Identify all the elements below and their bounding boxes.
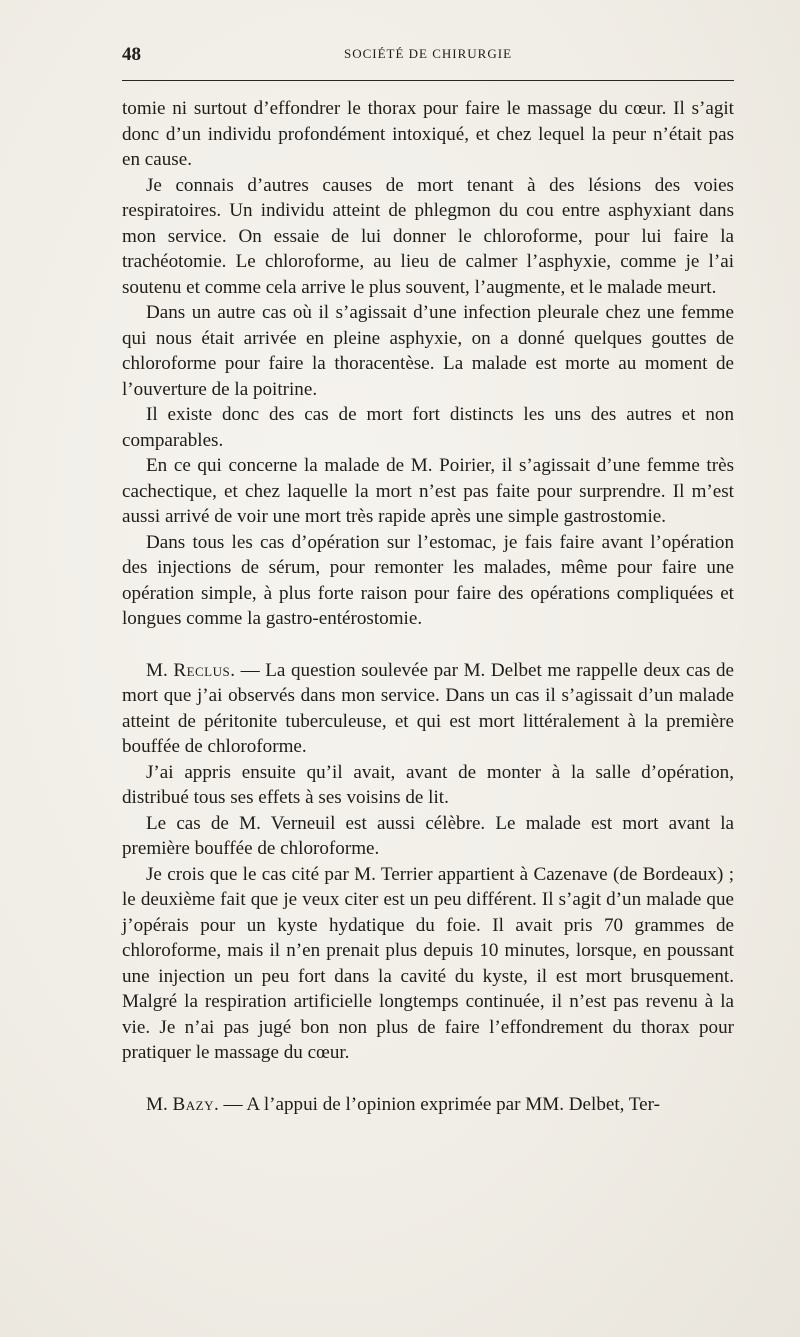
paragraph: Je connais d’autres causes de mort tenant à des lésions des voies respiratoires. Un individu atteint de phlegmon du cou entre asphyxiant dans mon service. On essaie de lui donner le chloroforme, pour lui faire la trachéotomie. Le chloroforme, au lieu de calmer l’asphyxie, comme je l’ai soutenu et comme cela arrive le plus souvent, l’augmente, et le malade meurt.	[122, 174, 734, 298]
paragraph: J’ai appris ensuite qu’il avait, avant de monter à la salle d’opération, distribué tous ses effets à ses voisins de lit.	[122, 761, 734, 808]
page-number: 48	[122, 44, 141, 65]
running-header	[122, 44, 734, 74]
paragraph: tomie ni surtout d’effondrer le thorax pour faire le massage du cœur. Il s’agit donc d’un individu profondément intoxiqué, et chez lequel la peur n’était pas en cause.	[122, 98, 734, 170]
speech-reclus	[122, 658, 734, 760]
paragraph: En ce qui concerne la malade de M. Poirier, il s’agissait d’une femme très cachectique, et chez laquelle la mort n’est pas faite pour surprendre. Il m’est aussi arrivé de voir une mort très rapide après une simple gastrostomie.	[122, 455, 734, 527]
paragraph: Il existe donc des cas de mort fort distincts les uns des autres et non comparables.	[122, 404, 734, 451]
body-text	[122, 96, 734, 1117]
paragraph: Dans tous les cas d’opération sur l’estomac, je fais faire avant l’opération des injections de sérum, pour remonter les malades, même pour faire une opération simple, à plus forte raison pour faire des opérations compliquées et longues comme la gastro-entérostomie.	[122, 531, 734, 629]
speech-lead: . — A l’appui de l’opinion exprimée par MM. Delbet, Ter-	[213, 1093, 660, 1115]
header-rule	[122, 80, 734, 81]
speaker-name: Reclus	[173, 659, 231, 681]
speaker-name: Bazy	[172, 1093, 214, 1115]
speaker-prefix: M.	[146, 1093, 173, 1115]
running-title: SOCIÉTÉ DE CHIRURGIE	[343, 46, 513, 61]
speaker-prefix: M.	[146, 659, 174, 681]
speech-bazy	[122, 1092, 734, 1118]
paragraph: Dans un autre cas où il s’agissait d’une infection pleurale chez une femme qui nous était arrivée en pleine asphyxie, on a donné quelques gouttes de chloroforme pour faire la thoracentèse. La malade est morte au moment de l’ouverture de la poitrine.	[122, 302, 734, 400]
speech-lead: . — La question soulevée par M. Delbet me rappelle deux cas de mort que j’ai observés dans mon service. Dans un cas il s’agissait d’un malade atteint de péritonite tuberculeuse, et qui est mort littéralement à la première bouffée de chloroforme.	[122, 659, 734, 757]
paragraph: Je crois que le cas cité par M. Terrier appartient à Cazenave (de Bordeaux) ; le deuxième fait que je veux citer est un peu différent. Il s’agit d’un malade que j’opérais pour un kyste hydatique du foie. Il avait pris 70 grammes de chloroforme, mais il n’en prenait plus depuis 10 minutes, lorsque, en poussant une injection un peu fort dans la cavité du kyste, il est mort brusquement. Malgré la respiration artificielle longtemps continuée, il n’est pas revenu à la vie. Je n’ai pas jugé bon non plus de faire l’effondrement du thorax pour pratiquer le massage du cœur.	[122, 863, 734, 1063]
paragraph: Le cas de M. Verneuil est aussi célèbre. Le malade est mort avant la première bouffée de chloroforme.	[122, 812, 734, 859]
